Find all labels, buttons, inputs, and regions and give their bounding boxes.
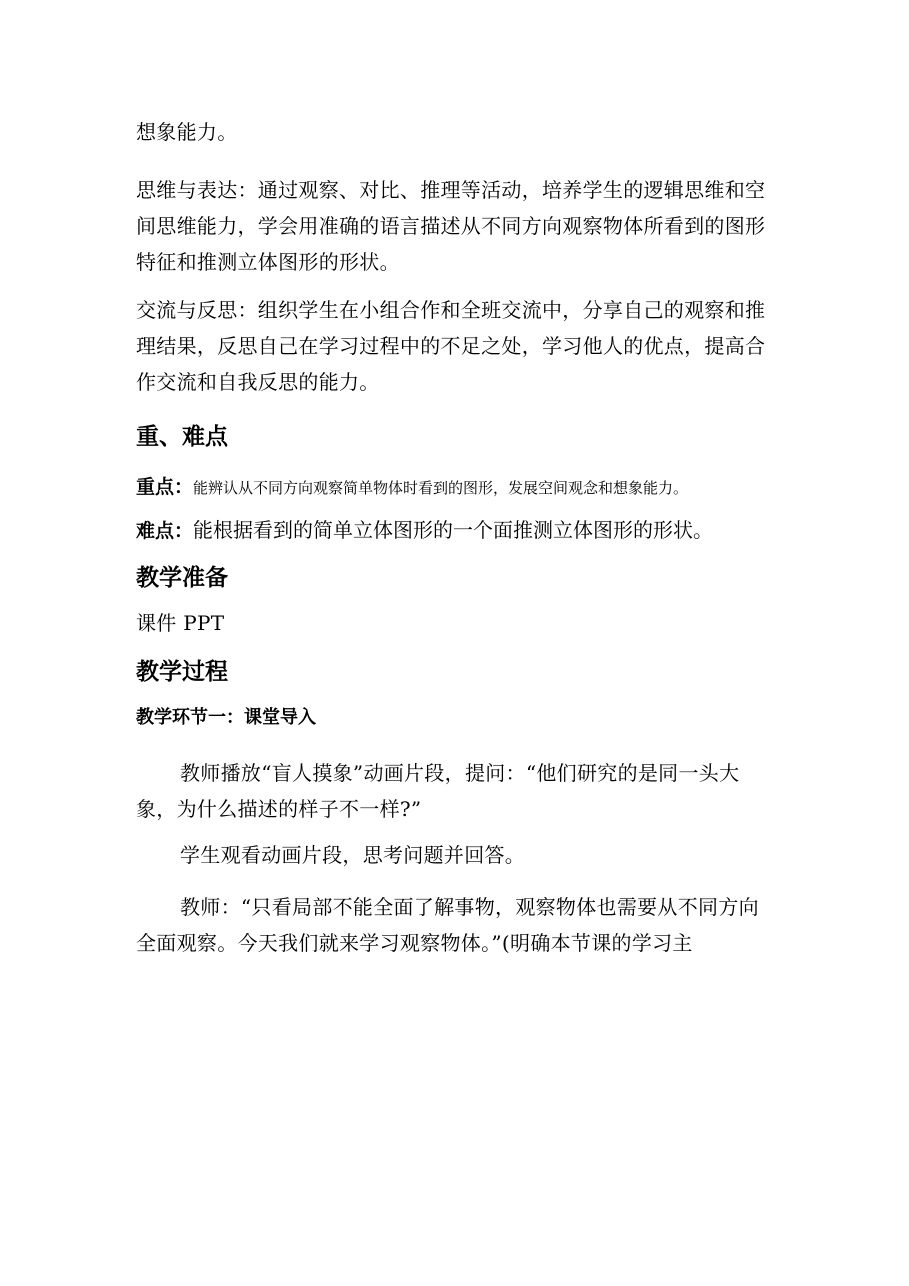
- document-page: [136, 112, 776, 961]
- key-point-label: 重点：: [136, 476, 194, 498]
- preparation-text: 课件 PPT: [136, 611, 225, 635]
- paragraph-continuation: 想象能力。: [136, 120, 238, 144]
- difficult-point-line: [136, 512, 776, 549]
- heading-step-one: 教学环节一：课堂导入: [136, 707, 316, 728]
- paragraph-communication-reflection: 交流与反思：组织学生在小组合作和全班交流中，分享自己的观察和推理结果，反思自己在学习过程中的不足之处，学习他人的优点，提高合作交流和自我反思的能力。: [136, 298, 766, 394]
- step-one-paragraph-2: 学生观看动画片段，思考问题并回答。: [180, 843, 526, 867]
- step-one-paragraph-1: 教师播放“盲人摸象”动画片段，提问：“他们研究的是同一头大象，为什么描述的样子不一样?”: [136, 761, 740, 821]
- key-point-line: [136, 468, 776, 506]
- heading-key-difficult-points: 重、难点: [136, 424, 228, 450]
- key-point-text: 能辨认从不同方向观察简单物体时看到的图形，发展空间观念和想象能力。: [193, 479, 689, 497]
- step-one-paragraph-3: 教师：“只看局部不能全面了解事物，观察物体也需要从不同方向全面观察。今天我们就来学习观察物体。”(明确本节课的学习主: [136, 895, 759, 955]
- heading-teaching-preparation: 教学准备: [136, 565, 228, 591]
- paragraph-thinking-expression: 思维与表达：通过观察、对比、推理等活动，培养学生的逻辑思维和空间思维能力，学会用准确的语言描述从不同方向观察物体所看到的图形特征和推测立体图形的形状。: [136, 178, 766, 274]
- difficult-point-text: 能根据看到的简单立体图形的一个面推测立体图形的形状。: [193, 518, 714, 542]
- difficult-point-label: 难点：: [136, 520, 194, 542]
- heading-teaching-process: 教学过程: [136, 659, 228, 685]
